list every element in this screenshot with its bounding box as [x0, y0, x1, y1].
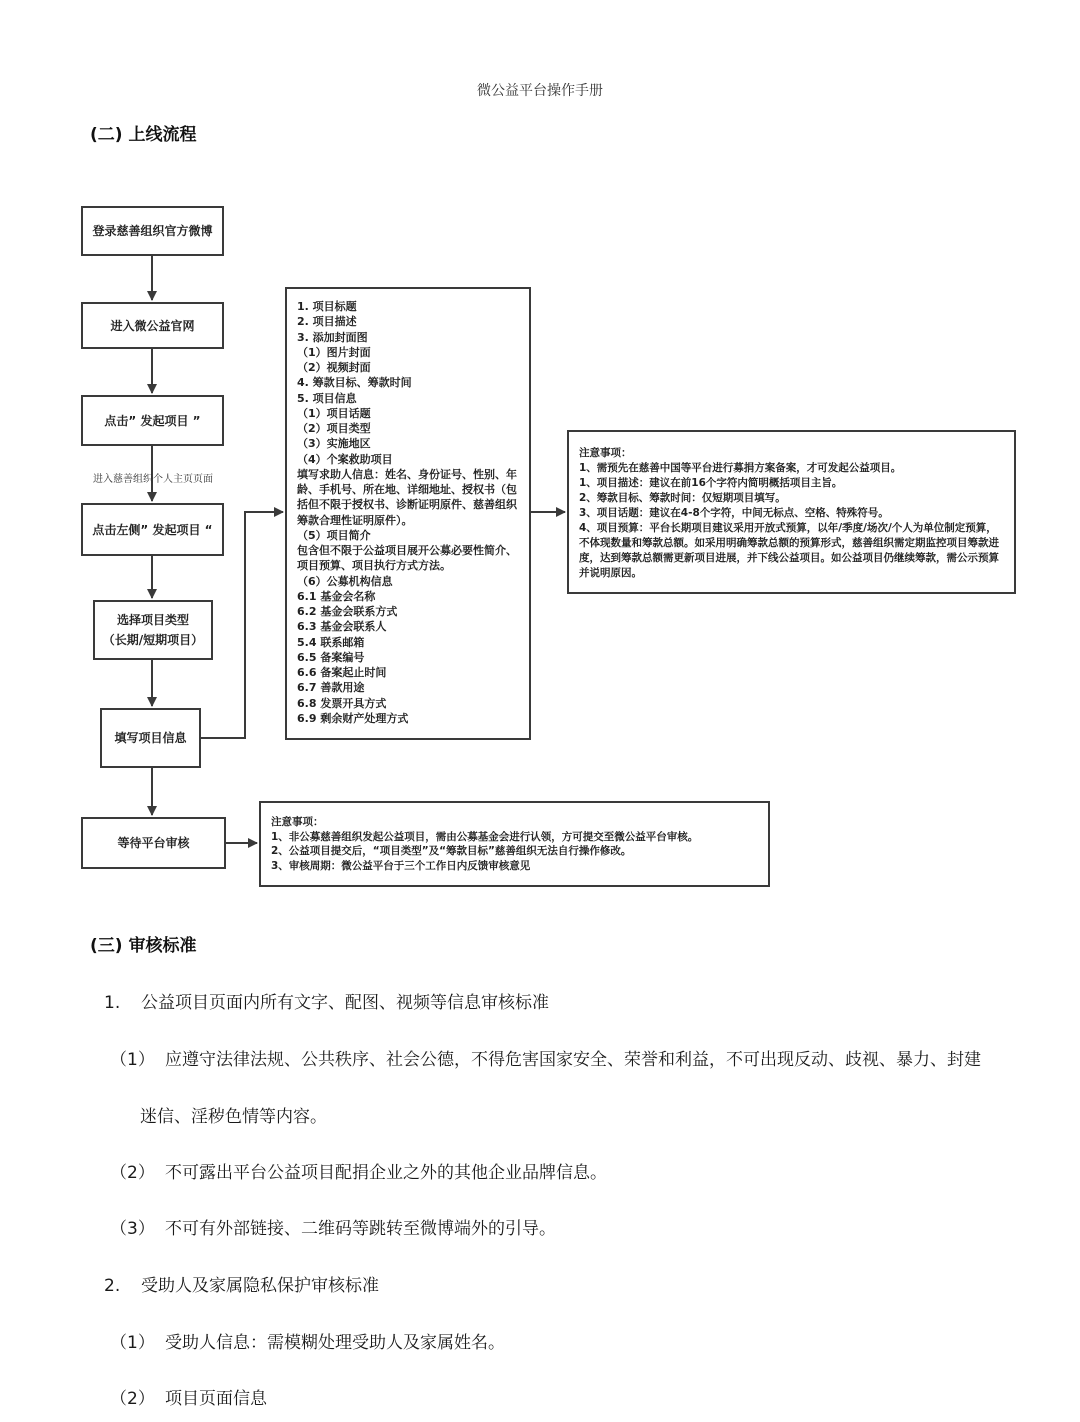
review-item-2 [104, 1271, 379, 1296]
note-line: 1、需预先在慈善中国等平台进行募捐方案备案，才可发起公益项目。 [579, 462, 902, 474]
item-text: 受助人及家属隐私保护审核标准 [141, 1276, 379, 1296]
info-line: （2）视频封面 [297, 361, 371, 374]
review-item-2-1 [110, 1328, 505, 1353]
info-line: 3. 添加封面图 [297, 330, 368, 344]
flow-step-click-left-launch [81, 503, 224, 556]
note-box-info [567, 430, 1016, 594]
flow-step-select-type [93, 600, 213, 660]
note-line: 3、审核周期：微公益平台于三个工作日内反馈审核意见 [271, 859, 531, 872]
info-line: 2. 项目描述 [297, 315, 357, 329]
section-title-review-standards: (三) 审核标准 [90, 936, 197, 956]
project-info-list [285, 287, 531, 740]
note-line: 2、筹款目标、筹款时间：仅短期项目填写。 [579, 492, 786, 504]
info-line: 4. 筹款目标、筹款时间 [297, 376, 412, 390]
item-text: 迷信、淫秽色情等内容。 [140, 1107, 327, 1127]
flow-step-label: 进入微公益官网 [110, 318, 195, 333]
item-number: （2） [110, 1389, 155, 1409]
flow-step-fill-info [100, 708, 201, 768]
flow-step-label: 点击” 发起项目 ” [104, 413, 201, 428]
info-line: 6.9 剩余财产处理方式 [297, 711, 409, 725]
flow-step-enter-site [81, 302, 224, 349]
item-text: 公益项目页面内所有文字、配图、视频等信息审核标准 [141, 993, 549, 1013]
info-line: 5.4 联系邮箱 [297, 635, 365, 649]
flow-step-label: 填写项目信息 [114, 731, 187, 745]
section-title-launch-flow: (二) 上线流程 [90, 125, 197, 145]
note-box-review [259, 801, 770, 887]
review-item-1-2 [110, 1158, 607, 1183]
flow-step-login-weibo [81, 206, 224, 256]
item-text: 应遵守法律法规、公共秩序、社会公德，不得危害国家安全、荣誉和利益，不可出现反动、歧视、暴力、封建 [165, 1050, 981, 1070]
info-line: 6.2 基金会联系方式 [297, 605, 398, 618]
info-line: 包含但不限于公益项目展开公募必要性简介、项目预算、项目执行方式方法。 [297, 544, 517, 573]
note-line: 注意事项： [271, 816, 324, 828]
info-line: 6.7 善款用途 [297, 681, 365, 695]
info-line: （1）项目话题 [297, 406, 371, 420]
note-line: 2、公益项目提交后，“项目类型”及“筹款目标”慈善组织无法自行操作修改。 [271, 845, 632, 857]
note-line: 1、非公募慈善组织发起公益项目，需由公募基金会进行认领，方可提交至微公益平台审核。 [271, 830, 699, 843]
info-line: （5）项目简介 [297, 528, 371, 542]
review-item-1-1 [110, 1045, 981, 1070]
item-number: （2） [110, 1163, 155, 1183]
review-item-1-1-cont [140, 1102, 327, 1127]
flow-step-sublabel: （长期/短期项目） [102, 633, 204, 647]
review-item-1 [104, 988, 549, 1013]
item-number: （1） [110, 1333, 155, 1353]
item-number: （1） [110, 1050, 155, 1070]
item-text: 项目页面信息 [165, 1389, 267, 1409]
review-item-1-3 [110, 1214, 556, 1239]
info-line: （4）个案救助项目 [297, 452, 393, 466]
info-line: （6）公募机构信息 [297, 574, 393, 588]
item-text: 不可露出平台公益项目配捐企业之外的其他企业品牌信息。 [165, 1163, 607, 1183]
flow-step-label: 点击左侧” 发起项目 “ [92, 522, 213, 537]
note-line: 1、项目描述：建议在前16个字符内简明概括项目主旨。 [579, 477, 843, 489]
item-number: 1. [104, 993, 121, 1013]
info-line: 6.8 发票开具方式 [297, 696, 387, 710]
flow-step-label: 等待平台审核 [117, 836, 190, 850]
info-line: （2）项目类型 [297, 422, 371, 435]
info-line: 填写求助人信息：姓名、身份证号、性别、年龄、手机号、所在地、详细地址、授权书（包括但不限于授权书、诊断证明原件、慈善组织筹款合理性证明原件）。 [297, 467, 517, 527]
info-line: 1. 项目标题 [297, 300, 357, 313]
note-line: 注意事项： [579, 447, 632, 459]
note-line: 3、项目话题：建议在4-8个字符，中间无标点、空格、特殊符号。 [579, 507, 889, 519]
item-text: 不可有外部链接、二维码等跳转至微博端外的引导。 [165, 1219, 556, 1239]
info-line: 6.1 基金会名称 [297, 589, 376, 603]
flow-step-click-launch [81, 395, 224, 446]
info-line: 5. 项目信息 [297, 391, 357, 405]
info-line: 6.5 备案编号 [297, 650, 365, 664]
page-header: 微公益平台操作手册 [477, 83, 603, 99]
flow-step-await-review [81, 817, 226, 869]
item-number: 2. [104, 1276, 121, 1296]
side-label-personal-page: 进入慈善组织个人主页页面 [93, 474, 213, 485]
flow-step-label: 登录慈善组织官方微博 [92, 224, 213, 238]
flow-step-label: 选择项目类型 [116, 613, 189, 627]
note-line: 4、项目预算：平台长期项目建议采用开放式预算，以年/季度/场次/个人为单位制定预算，不体现数量和筹款总额。如采用明确筹款总额的预算形式，慈善组织需定期监控项目筹款进度，达到筹款总额需更新项目进展，并下线公益项目。如公益项目仍继续筹款，需公示预算并说明原因。 [579, 522, 999, 579]
info-line: 6.6 备案起止时间 [297, 666, 387, 679]
info-line: （3）实施地区 [297, 437, 371, 451]
info-line: 6.3 基金会联系人 [297, 620, 387, 634]
review-item-2-2 [110, 1384, 267, 1409]
item-text: 受助人信息：需模糊处理受助人及家属姓名。 [165, 1333, 505, 1353]
info-line: （1）图片封面 [297, 345, 371, 359]
item-number: （3） [110, 1219, 155, 1239]
